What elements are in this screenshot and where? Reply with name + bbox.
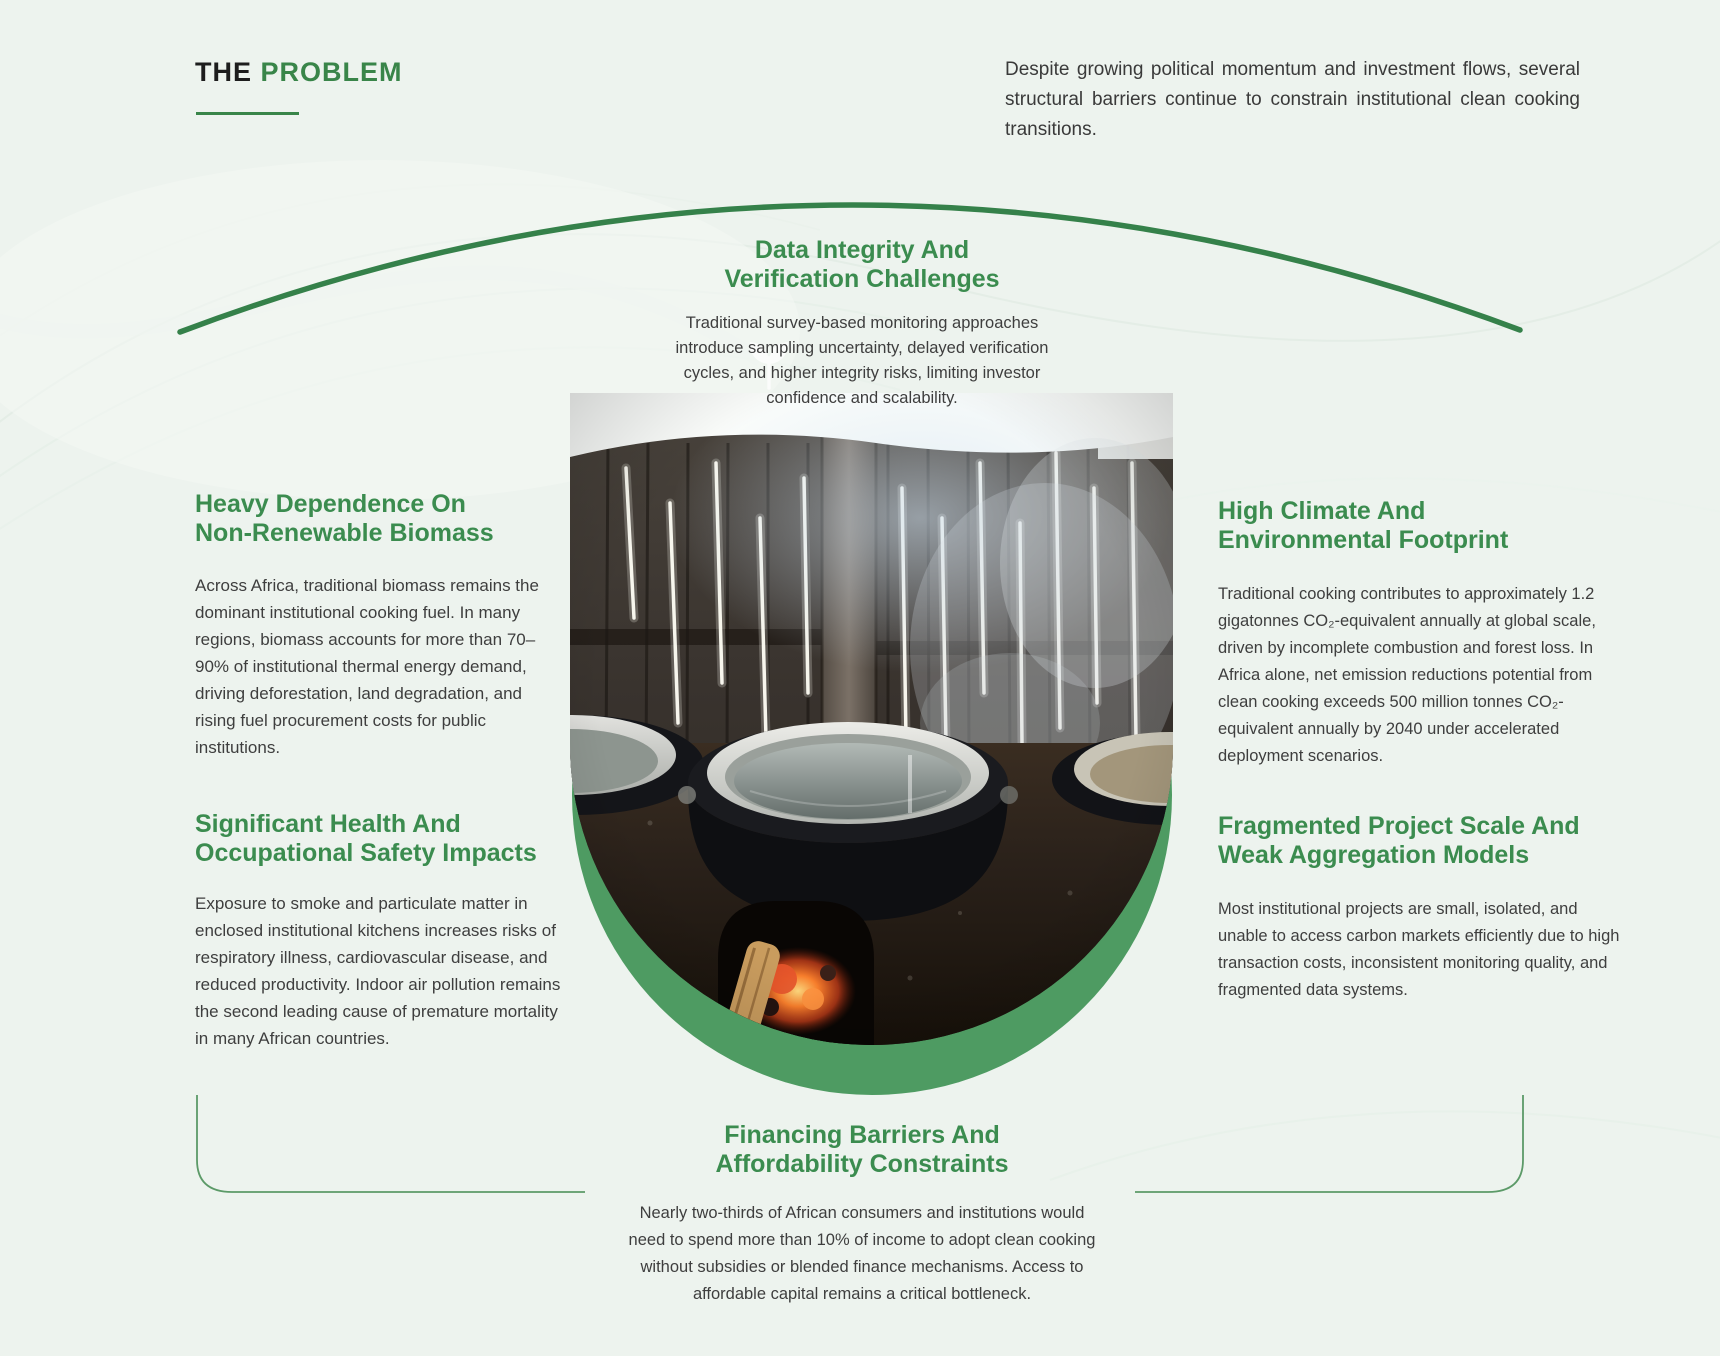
section-data-integrity (592, 236, 1132, 411)
section-body: Traditional cooking contributes to approximately 1.2 gigatonnes CO₂-equivalent annually at global scale, driven by incomplete combustion and forest loss. In Africa alone, net emission reductions potential from clean cooking exceeds 500 million tonnes CO₂-equivalent annually by 2040 under accelerated deployment scenarios. (1218, 585, 1596, 765)
page-title (195, 57, 403, 88)
section-title-line2: Weak Aggregation Models (1218, 841, 1530, 869)
page-title-prefix: THE (195, 57, 252, 87)
institutional-kitchen-photo (570, 393, 1173, 1045)
section-climate-footprint (1218, 497, 1618, 770)
section-body: Traditional survey-based monitoring approaches introduce sampling uncertainty, delayed verification cycles, and higher integrity risks, limiting investor confidence and scalability. (675, 314, 1049, 407)
section-title-line2: Verification Challenges (724, 265, 1000, 293)
section-body: Across Africa, traditional biomass remains the dominant institutional cooking fuel. In many regions, biomass accounts for more than 70–90% of institutional thermal energy demand, driving deforestation, land degradation, and rising fuel procurement costs for public institutions. (195, 576, 539, 757)
section-health-safety (195, 810, 563, 1052)
section-title-line2: Environmental Footprint (1218, 526, 1509, 554)
kitchen-photo-art (570, 393, 1173, 1045)
section-fragmented-scale (1218, 812, 1622, 1004)
section-body: Most institutional projects are small, isolated, and unable to access carbon markets efficiently due to high transaction costs, inconsistent monitoring quality, and fragmented data systems. (1218, 900, 1620, 999)
section-body: Nearly two-thirds of African consumers and institutions would need to spend more than 10% of income to adopt clean cooking without subsidies or blended finance mechanisms. Access to affordable capital remains a critical bottleneck. (628, 1204, 1096, 1303)
section-title: Significant Health And (195, 810, 461, 838)
page-title-main: PROBLEM (260, 57, 403, 87)
section-title: High Climate And (1218, 497, 1426, 525)
section-title-line2: Occupational Safety Impacts (195, 839, 537, 867)
title-underline (196, 112, 299, 115)
section-title: Fragmented Project Scale And (1218, 812, 1580, 840)
intro-paragraph: Despite growing political momentum and investment flows, several structural barriers continue to constrain institutional clean cooking transitions. (1005, 59, 1580, 140)
section-title-line2: Affordability Constraints (715, 1150, 1009, 1178)
section-title: Financing Barriers And (724, 1121, 1000, 1149)
section-title: Data Integrity And (754, 236, 970, 264)
section-title-line2: Non-Renewable Biomass (195, 519, 494, 547)
section-title: Heavy Dependence On (195, 490, 466, 518)
section-body: Exposure to smoke and particulate matter in enclosed institutional kitchens increases risks of respiratory illness, cardiovascular disease, and reduced productivity. Indoor air pollution remains the second leading cause of premature mortality in many African countries. (195, 894, 561, 1048)
section-financing-barriers (592, 1121, 1132, 1308)
section-biomass-dependence (195, 490, 557, 761)
